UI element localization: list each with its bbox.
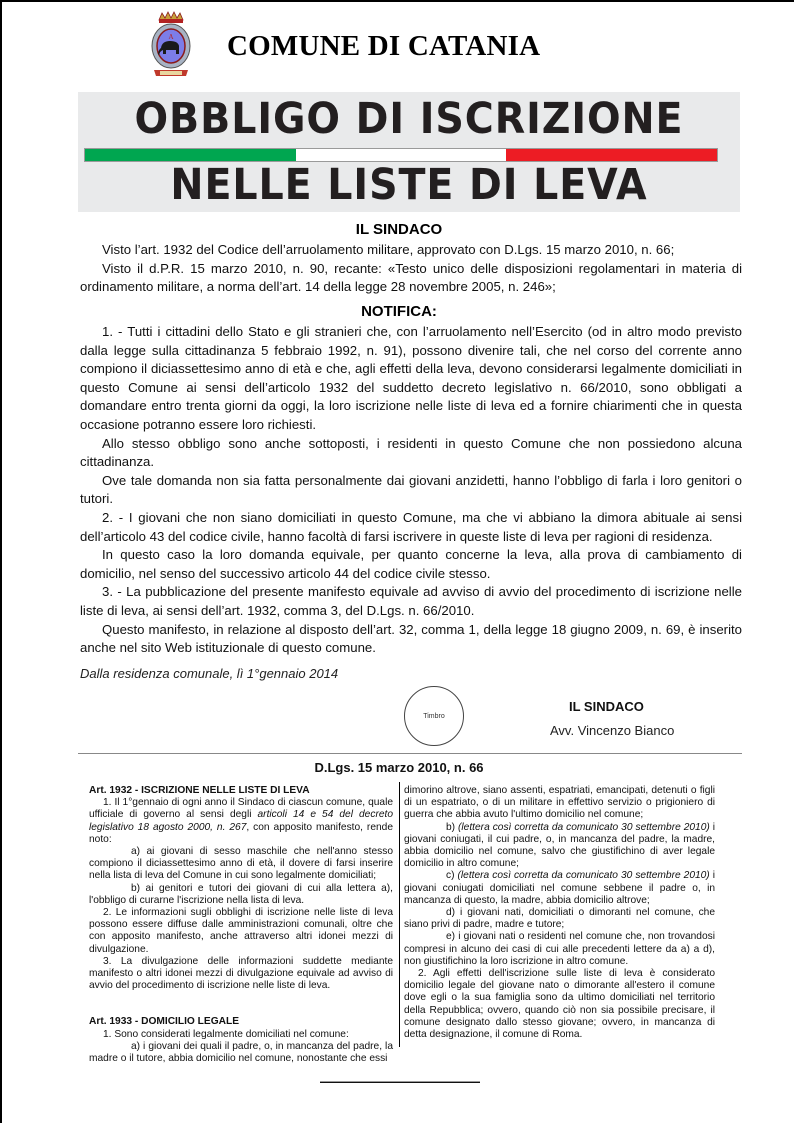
text-run: i giovani coniugati domiciliati nel comune sebbene il padre o, in mancanza di questo, la madre, abbia domicilio altrove; bbox=[404, 870, 716, 906]
article-paragraph: 2. Agli effetti dell'iscrizione sulle liste di leva è considerato domicilio legale del giovane nato o dimorante all'estero il comune dove egli o la sua famiglia sono da ultimo domiciliati nel territorio della Repubblica; ovvero, quando ciò non sia possibile precisare, il comune designato dallo stesso giovane; ovvero, in mancanza di detta designazione, il comune di Roma. bbox=[404, 968, 715, 1041]
preamble-paragraph: Visto il d.P.R. 15 marzo 2010, n. 90, recante: «Testo unico delle disposizioni regolamentari in materia di ordinamento militare, a norma dell’art. 14 della legge 28 novembre 2005, n. 246»; bbox=[80, 260, 742, 295]
notifica-paragraph: In questo caso la loro domanda equivale, per quanto concerne la leva, alla prova di cambiamento di domicilio, nel senso del successivo articolo 44 del codice civile stesso. bbox=[80, 547, 742, 581]
notifica-paragraph: Questo manifesto, in relazione al disposto dell’art. 32, comma 1, della legge 18 giugno 2009, n. 69, è inserito anche nel sito Web istituzionale di questo comune. bbox=[80, 621, 742, 656]
municipality-title: COMUNE DI CATANIA bbox=[227, 30, 541, 62]
notifica-paragraph: Ove tale domanda non sia fatta personalmente dai giovani anzidetti, hanno l’obbligo di farla i loro genitori o tutori. bbox=[80, 472, 742, 507]
banner-title-line1: OBBLIGO DI ISCRIZIONE bbox=[134, 94, 684, 144]
text-run: b) bbox=[446, 821, 459, 833]
signature-name: Avv. Vincenzo Bianco bbox=[550, 723, 675, 738]
signature-title: IL SINDACO bbox=[569, 699, 644, 714]
column-divider bbox=[399, 782, 400, 1047]
annex-title: D.Lgs. 15 marzo 2010, n. 66 bbox=[314, 760, 484, 775]
date-line: Dalla residenza comunale, lì 1°gennaio 2014 bbox=[80, 666, 339, 681]
notifica-text bbox=[80, 323, 742, 658]
notifica-paragraph: 3. - La pubblicazione del presente manifesto equivale ad avviso di avvio del procedimento di iscrizione nelle liste di leva, ai sensi dell’art. 1932, comma 3, del D.Lgs. n. 66/2010. bbox=[80, 584, 742, 618]
section-divider bbox=[78, 753, 742, 754]
annex-left-column bbox=[89, 785, 393, 1065]
article-1933-title: Art. 1933 - DOMICILIO LEGALE bbox=[89, 1016, 240, 1028]
preamble-paragraph: Visto l’art. 1932 del Codice dell’arruolamento militare, approvato con D.Lgs. 15 marzo 2010, n. 66; bbox=[102, 242, 675, 257]
mayor-heading: IL SINDACO bbox=[355, 221, 443, 238]
text-run-italic: (lettera così corretta da comunicato 30 settembre 2010) bbox=[458, 821, 710, 833]
notifica-paragraph: 2. - I giovani che non siano domiciliati in questo Comune, ma che vi abbiano la dimora abituale ai sensi dell’articolo 43 del codice civile, hanno facoltà di farsi iscrivere in queste liste di leva per ragioni di residenza. bbox=[80, 509, 742, 544]
stamp-label: Timbro bbox=[423, 712, 445, 720]
article-item bbox=[404, 822, 715, 871]
text-run: i giovani coniugati, il cui padre, o, in mancanza del padre, la madre, abbia domicilio nel comune, salvo che giustifichino di aver legale domicilio in altro comune; bbox=[404, 821, 716, 870]
text-run: 1. Il 1°gennaio di ogni anno il Sindaco di ciascun comune, quale ufficiale di governo al sensi degli bbox=[89, 797, 393, 821]
article-item bbox=[404, 870, 715, 907]
article-paragraph: dimorino altrove, siano assenti, espatriati, emancipati, detenuti o figli di un espatriato, o di un militare in effettivo servizio o prigioniero di guerra che abbia avuto l'ultimo domicilio nel comune; bbox=[404, 785, 715, 821]
text-run-italic: articoli 14 e 54 del decreto legislativo 18 agosto 2000, n. 267 bbox=[89, 809, 393, 833]
article-item: e) i giovani nati o residenti nel comune che, non trovandosi compresi in alcuno dei casi di cui alle precedenti lettere da a) a d), non giustifichino la loro iscrizione in altro comune. bbox=[404, 931, 715, 967]
footer-rule bbox=[320, 1081, 480, 1083]
text-run: c) bbox=[446, 870, 458, 882]
catania-crest-icon bbox=[150, 10, 192, 80]
svg-text:A: A bbox=[168, 33, 174, 41]
notifica-paragraph: 1. - Tutti i cittadini dello Stato e gli stranieri che, con l’arruolamento nell’Esercito (od in altro modo previsto dalla legge sulla cittadinanza 5 febbraio 1992, n. 91), possono divenire tali, che nel corso del corrente anno compiono il diciassettesimo anno di età e che, agli effetti della leva, devono considerarsi legalmente domiciliati in questo Comune ai sensi dell’articolo 1932 del suddetto decreto legislativo n. 66/2010, sono obbligati a domandare entro trenta giorni da oggi, la loro iscrizione nelle liste di leva ed a fornire chiarimenti che in questa occasione potranno essere loro richiesti. bbox=[80, 324, 742, 432]
article-paragraph: 3. La divulgazione delle informazioni suddette mediante manifesto o altri idonei mezzi di divulgazione equivale ad avviso di avvio del procedimento di iscrizione nelle liste di leva. bbox=[89, 955, 393, 992]
article-paragraph: 2. Le informazioni sugli obblighi di iscrizione nelle liste di leva possono essere diffuse dalle amministrazioni comunali, oltre che con apposito manifesto, anche attraverso altri idonei mezzi di divulgazione. bbox=[89, 907, 393, 955]
title-banner bbox=[78, 92, 740, 212]
notifica-heading: NOTIFICA: bbox=[361, 303, 437, 320]
stamp-placeholder bbox=[404, 686, 464, 746]
article-item: a) i giovani dei quali il padre, o, in mancanza del padre, la madre o il tutore, abbia domicilio nel comune, nonostante che essi bbox=[89, 1040, 393, 1065]
text-run-italic: (lettera così corretta da comunicato 30 settembre 2010) bbox=[457, 870, 710, 882]
text-run: , con apposito manifesto, rende noto: bbox=[89, 821, 393, 845]
article-item: a) ai giovani di sesso maschile che nell'anno stesso compiono il diciassettesimo anno di età, il dovere di farsi inserire nella lista di leva del Comune in cui sono legalmente domiciliati; bbox=[89, 846, 393, 882]
preamble-text bbox=[80, 241, 742, 297]
annex-right-column bbox=[404, 785, 715, 1041]
article-paragraph bbox=[89, 797, 393, 846]
article-item: d) i giovani nati, domiciliati o dimoranti nel comune, che siano privi di padre, madre e tutore; bbox=[404, 907, 715, 931]
article-item: b) ai genitori e tutori dei giovani di cui alla lettera a), l'obbligo di curarne l'iscrizione nella lista di leva. bbox=[89, 882, 393, 906]
article-1932-title: Art. 1932 - ISCRIZIONE NELLE LISTE DI LEVA bbox=[89, 785, 310, 796]
banner-title-line2: NELLE LISTE DI LEVA bbox=[170, 160, 648, 210]
article-paragraph: 1. Sono considerati legalmente domiciliati nel comune: bbox=[103, 1028, 349, 1040]
notifica-paragraph: Allo stesso obbligo sono anche sottoposti, i residenti in questo Comune che non possiedono alcuna cittadinanza. bbox=[80, 435, 742, 470]
